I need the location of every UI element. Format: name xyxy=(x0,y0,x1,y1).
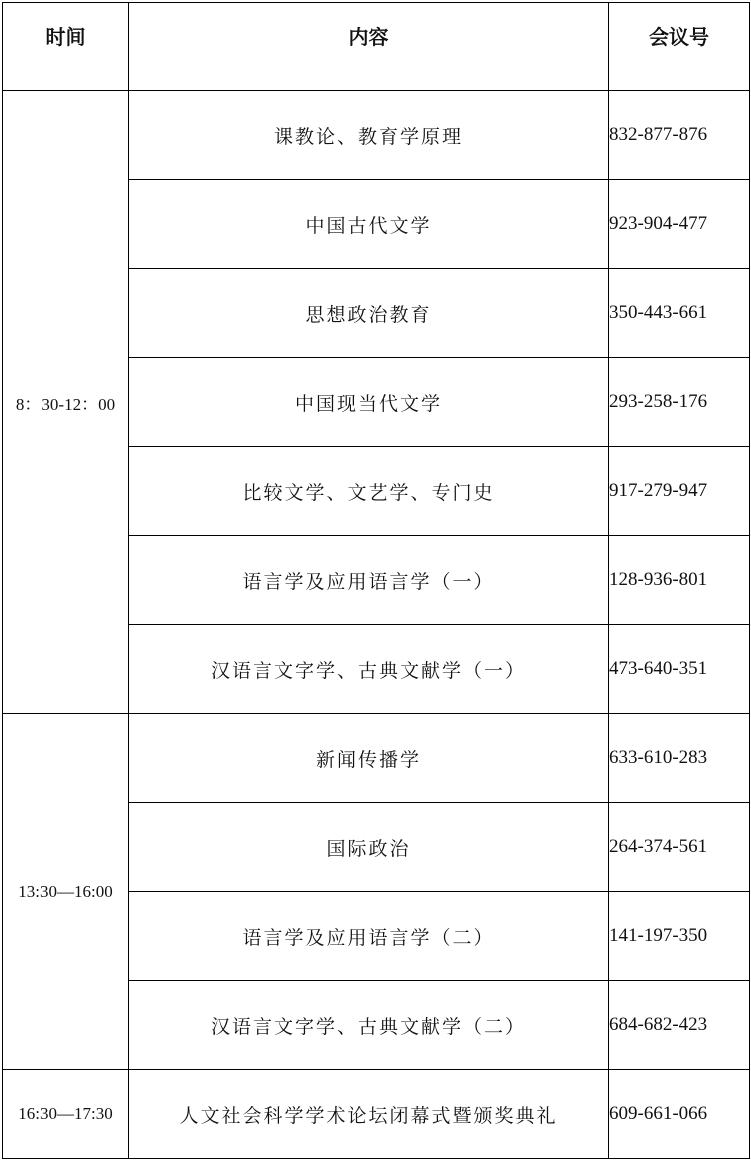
meeting-id: 633-610-283 xyxy=(609,714,750,803)
table-row xyxy=(3,1070,750,1159)
session-content: 语言学及应用语言学（二） xyxy=(129,892,609,981)
session-content: 课教论、教育学原理 xyxy=(129,91,609,180)
meeting-id: 264-374-561 xyxy=(609,803,750,892)
meeting-id: 293-258-176 xyxy=(609,358,750,447)
session-content: 汉语言文字学、古典文献学（二） xyxy=(129,981,609,1070)
session-content: 中国现当代文学 xyxy=(129,358,609,447)
meeting-id: 473-640-351 xyxy=(609,625,750,714)
session-content: 新闻传播学 xyxy=(129,714,609,803)
schedule-table xyxy=(2,2,750,1159)
column-header-content: 内容 xyxy=(129,3,609,91)
column-header-meeting-id: 会议号 xyxy=(609,3,750,91)
session-content: 国际政治 xyxy=(129,803,609,892)
session-content: 人文社会科学学术论坛闭幕式暨颁奖典礼 xyxy=(129,1070,609,1159)
meeting-id: 350-443-661 xyxy=(609,269,750,358)
meeting-id: 609-661-066 xyxy=(609,1070,750,1159)
session-content: 汉语言文字学、古典文献学（一） xyxy=(129,625,609,714)
session-time: 13:30—16:00 xyxy=(3,714,129,1070)
session-time: 16:30—17:30 xyxy=(3,1070,129,1159)
session-content: 语言学及应用语言学（一） xyxy=(129,536,609,625)
meeting-id: 923-904-477 xyxy=(609,180,750,269)
table-row xyxy=(3,91,750,180)
meeting-id: 917-279-947 xyxy=(609,447,750,536)
meeting-id: 684-682-423 xyxy=(609,981,750,1070)
meeting-id: 141-197-350 xyxy=(609,892,750,981)
meeting-id: 832-877-876 xyxy=(609,91,750,180)
session-content: 中国古代文学 xyxy=(129,180,609,269)
meeting-id: 128-936-801 xyxy=(609,536,750,625)
session-time: 8：30-12：00 xyxy=(3,91,129,714)
header-row xyxy=(3,3,750,91)
session-content: 思想政治教育 xyxy=(129,269,609,358)
session-content: 比较文学、文艺学、专门史 xyxy=(129,447,609,536)
table-row xyxy=(3,714,750,803)
column-header-time: 时间 xyxy=(3,3,129,91)
